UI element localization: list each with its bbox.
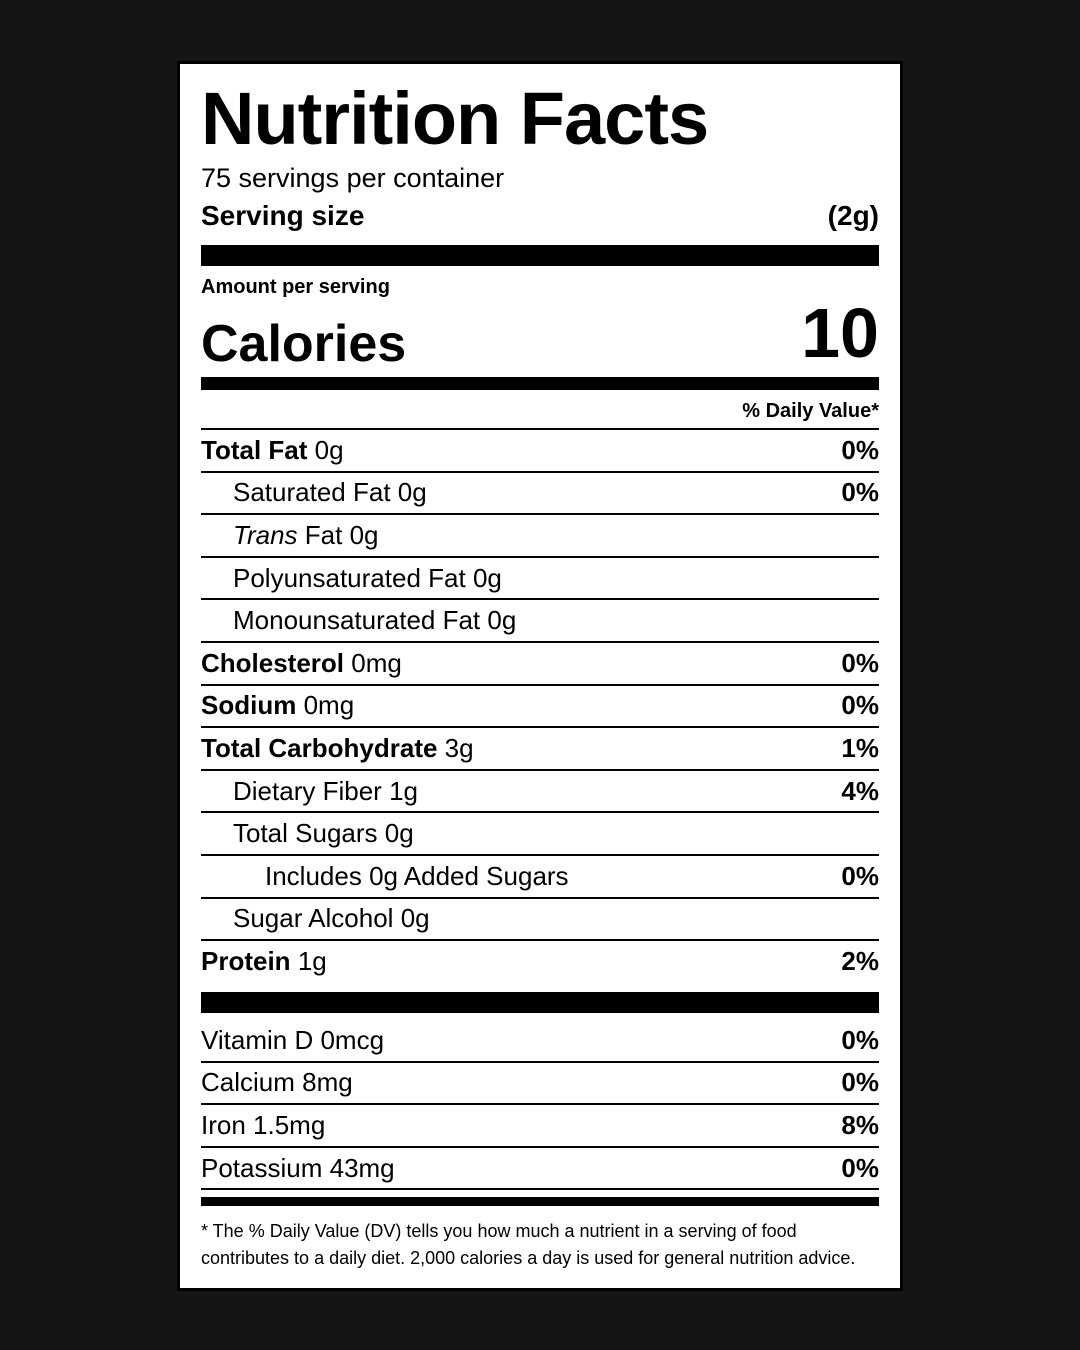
nutrient-row	[201, 811, 879, 854]
thick-divider	[201, 992, 879, 1013]
nutrient-plain-name: Includes 0g Added Sugars	[265, 860, 569, 891]
nutrient-amount: 0g	[314, 434, 344, 465]
nutrient-row	[201, 726, 879, 769]
nutrient-amount: 0g	[349, 519, 379, 550]
nutrient-name	[201, 477, 427, 508]
nutrient-daily-value: 2%	[841, 945, 879, 976]
label-title: Nutrition Facts	[201, 77, 709, 160]
vitamin-name: Iron 1.5mg	[201, 1109, 326, 1140]
serving-size-label: Serving size	[201, 200, 365, 231]
nutrient-amount: 3g	[444, 732, 474, 763]
nutrient-italic-name: Trans	[233, 519, 298, 550]
thick-divider	[201, 245, 879, 266]
nutrient-row	[201, 641, 879, 684]
nutrient-plain-name: Polyunsaturated Fat	[233, 562, 466, 593]
nutrient-row	[201, 428, 879, 471]
nutrient-name	[201, 946, 327, 977]
nutrient-plain-name: Saturated Fat	[233, 477, 391, 508]
medium-divider	[201, 377, 879, 390]
nutrient-amount: 0mg	[303, 690, 355, 721]
nutrient-name	[201, 435, 344, 466]
nutrition-label	[177, 61, 903, 1291]
nutrient-name	[201, 520, 379, 551]
calories-row	[201, 296, 879, 376]
nutrient-name	[201, 563, 502, 594]
calories-value: 10	[801, 294, 879, 372]
nutrient-amount: 0g	[472, 562, 502, 593]
nutrient-amount: 0g	[487, 605, 517, 636]
nutrient-list	[201, 428, 879, 982]
daily-value-header: % Daily Value*	[742, 400, 879, 422]
nutrient-row	[201, 471, 879, 514]
nutrient-bold-name: Total Carbohydrate	[201, 732, 438, 763]
nutrient-bold-name: Cholesterol	[201, 647, 345, 678]
nutrient-daily-value: 4%	[841, 775, 879, 806]
vitamin-daily-value: 0%	[841, 1024, 879, 1055]
nutrient-amount: 0g	[397, 477, 427, 508]
nutrient-daily-value: 0%	[841, 477, 879, 508]
nutrient-daily-value: 0%	[841, 647, 879, 678]
vitamin-daily-value: 0%	[841, 1152, 879, 1183]
vitamin-list	[201, 1020, 879, 1190]
footnote-divider	[201, 1197, 879, 1206]
vitamin-name: Calcium 8mg	[201, 1067, 353, 1098]
nutrient-amount: 0g	[400, 903, 430, 934]
nutrient-row	[201, 939, 879, 982]
nutrient-row	[201, 897, 879, 940]
nutrient-amount: 0g	[384, 818, 414, 849]
nutrient-name	[201, 776, 418, 807]
serving-size-row	[201, 199, 879, 233]
footnote: * The % Daily Value (DV) tells you how much a nutrient in a serving of food contributes to a daily diet. 2,000 calories a day is used for general nutrition advice.	[201, 1221, 856, 1268]
vitamin-row	[201, 1148, 879, 1191]
vitamin-daily-value: 0%	[841, 1067, 879, 1098]
serving-size-value: (2g)	[827, 200, 879, 231]
nutrient-name	[201, 648, 402, 679]
vitamin-daily-value: 8%	[841, 1109, 879, 1140]
nutrient-amount: 1g	[297, 945, 327, 976]
nutrient-name	[201, 733, 474, 764]
vitamin-row	[201, 1105, 879, 1148]
nutrient-name	[201, 861, 569, 892]
nutrient-plain-name: Total Sugars	[233, 818, 378, 849]
nutrient-amount: 1g	[389, 775, 418, 806]
nutrient-name	[201, 818, 414, 849]
nutrient-plain-name: Monounsaturated Fat	[233, 605, 481, 636]
calories-label: Calories	[201, 315, 407, 373]
nutrient-plain-name: Dietary Fiber	[233, 775, 382, 806]
nutrient-daily-value: 1%	[841, 732, 879, 763]
nutrient-plain-name: Fat	[304, 519, 343, 550]
nutrient-plain-name: Sugar Alcohol	[233, 903, 394, 934]
nutrient-row	[201, 513, 879, 556]
vitamin-name: Potassium 43mg	[201, 1152, 395, 1183]
nutrient-row	[201, 684, 879, 727]
nutrient-amount: 0mg	[351, 647, 402, 678]
nutrient-name	[201, 690, 354, 721]
nutrient-daily-value: 0%	[841, 860, 879, 891]
servings-per-container: 75 servings per container	[201, 163, 505, 193]
nutrient-row	[201, 556, 879, 599]
nutrient-name	[201, 903, 430, 934]
nutrient-row	[201, 598, 879, 641]
nutrient-daily-value: 0%	[841, 690, 879, 721]
nutrient-row	[201, 769, 879, 812]
vitamin-row	[201, 1063, 879, 1106]
vitamin-name: Vitamin D 0mcg	[201, 1024, 385, 1055]
vitamin-row	[201, 1020, 879, 1063]
nutrient-bold-name: Protein	[201, 945, 291, 976]
nutrient-bold-name: Total Fat	[201, 434, 308, 465]
nutrient-name	[201, 605, 516, 636]
nutrient-bold-name: Sodium	[201, 690, 297, 721]
amount-per-serving: Amount per serving	[201, 276, 390, 298]
nutrient-daily-value: 0%	[841, 434, 879, 465]
nutrient-row	[201, 854, 879, 897]
